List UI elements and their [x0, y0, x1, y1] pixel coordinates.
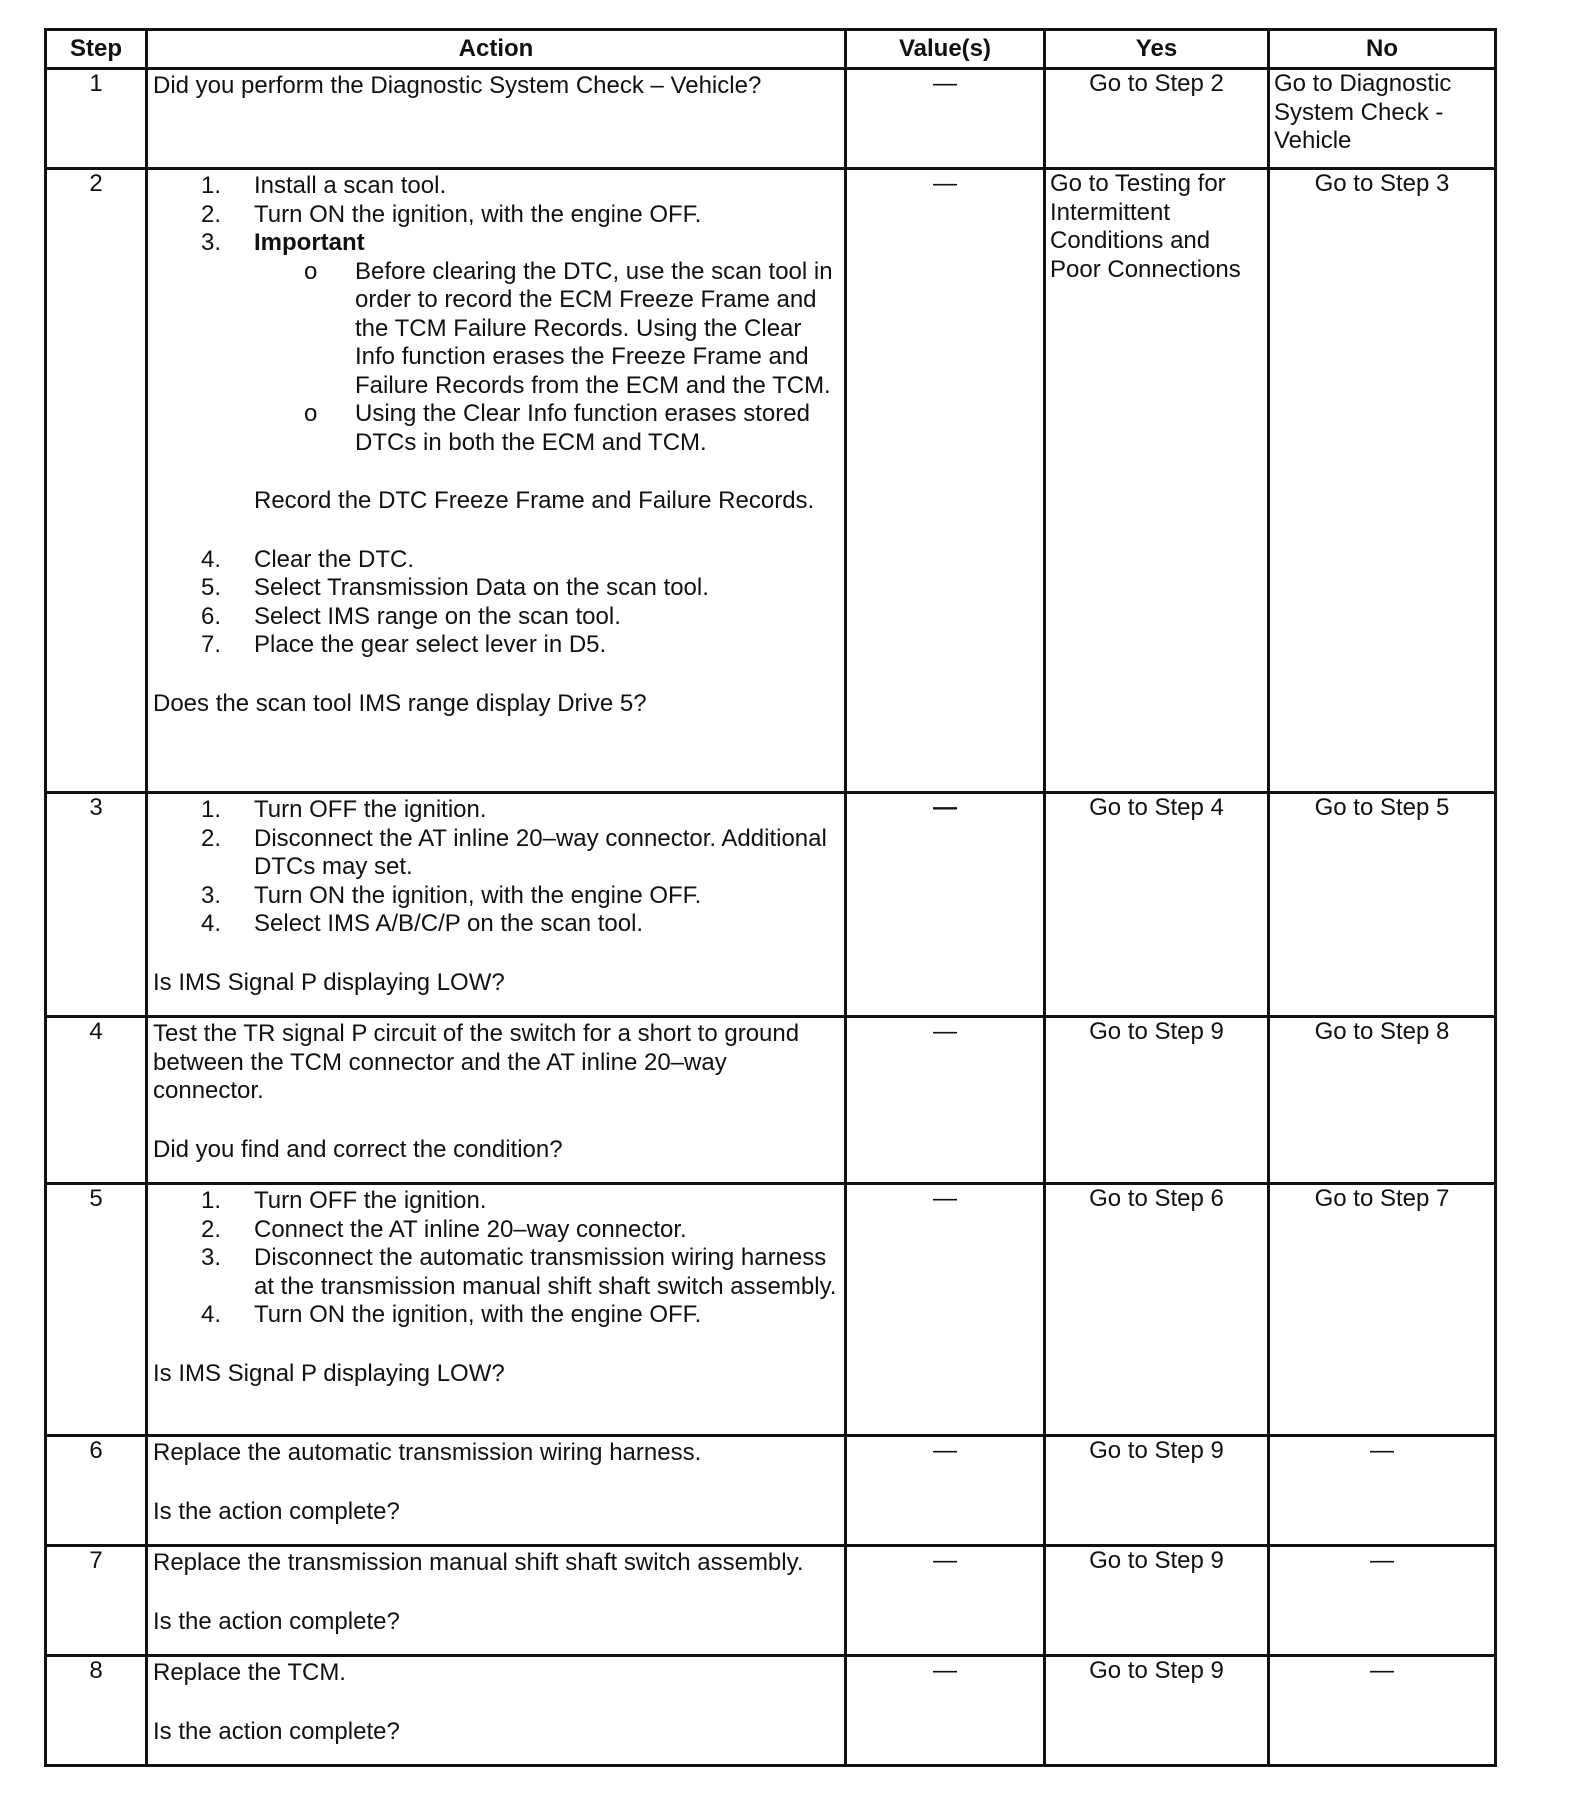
list-item: 4. Select IMS A/B/C/P on the scan tool.	[201, 910, 644, 937]
action-cell	[147, 69, 846, 169]
no-text: Go to Step 5	[1314, 794, 1450, 821]
question-text: Did you find and correct the condition?	[153, 1135, 563, 1163]
list-item: 1. Turn OFF the ignition.	[201, 796, 487, 823]
step-number: 7	[46, 1546, 147, 1656]
action-cell	[147, 1656, 846, 1766]
step-number: 6	[46, 1436, 147, 1546]
value-cell: —	[846, 169, 1045, 793]
list-item: 1. Install a scan tool.	[201, 172, 447, 199]
note-text: Record the DTC Freeze Frame and Failure Records.	[254, 487, 815, 514]
list-item: 5. Select Transmission Data on the scan tool.	[201, 574, 709, 601]
value-cell: —	[846, 1436, 1045, 1546]
yes-cell	[1045, 1184, 1269, 1436]
step-number: 4	[46, 1017, 147, 1184]
yes-text: Go to Step 2	[1089, 70, 1224, 97]
no-cell	[1269, 1184, 1496, 1436]
yes-cell	[1045, 793, 1269, 1017]
yes-text: Go to Testing for Intermittent Conditions and Poor Connections	[1050, 170, 1241, 283]
yes-text: Go to Step 6	[1089, 1185, 1224, 1212]
yes-cell	[1045, 69, 1269, 169]
action-cell	[147, 1436, 846, 1546]
yes-cell	[1045, 1017, 1269, 1184]
no-cell	[1269, 1017, 1496, 1184]
step-list	[153, 796, 840, 939]
question-text: Is IMS Signal P displaying LOW?	[153, 1359, 505, 1387]
question-text: Is the action complete?	[153, 1607, 400, 1635]
table-row	[46, 1656, 1496, 1766]
question-text: Does the scan tool IMS range display Drive 5?	[153, 689, 647, 717]
list-item: 2. Turn ON the ignition, with the engine OFF.	[201, 200, 702, 228]
list-item: 7. Place the gear select lever in D5.	[201, 631, 607, 658]
list-item: 6. Select IMS range on the scan tool.	[201, 602, 621, 630]
value-cell: —	[846, 793, 1045, 1017]
step-number: 8	[46, 1656, 147, 1766]
yes-cell	[1045, 169, 1269, 793]
list-item: 4. Turn ON the ignition, with the engine OFF.	[201, 1301, 702, 1328]
table-row	[46, 1184, 1496, 1436]
yes-text: Go to Step 4	[1089, 794, 1224, 821]
step-list	[153, 1187, 840, 1330]
step-list	[153, 172, 840, 457]
yes-cell	[1045, 1436, 1269, 1546]
step-number: 3	[46, 793, 147, 1017]
yes-cell	[1045, 1656, 1269, 1766]
value-cell: —	[846, 69, 1045, 169]
value-cell: —	[846, 1017, 1045, 1184]
value-cell: —	[846, 1656, 1045, 1766]
no-text: Go to Step 7	[1314, 1185, 1450, 1212]
no-cell	[1269, 69, 1496, 169]
step-number: 1	[46, 69, 147, 169]
no-cell: —	[1269, 1656, 1496, 1766]
action-cell	[147, 793, 846, 1017]
bullet-list	[254, 258, 840, 458]
step-list	[153, 546, 840, 660]
no-text: Go to Step 3	[1314, 170, 1450, 197]
value-cell: —	[846, 1546, 1045, 1656]
table-row	[46, 1017, 1496, 1184]
yes-text: Go to Step 9	[1089, 1547, 1224, 1574]
action-text: Did you perform the Diagnostic System Check – Vehicle?	[153, 72, 762, 99]
bullet-icon: o	[304, 400, 318, 427]
no-cell: —	[1269, 1436, 1496, 1546]
no-text: Go to Step 8	[1314, 1018, 1450, 1045]
table-row	[46, 69, 1496, 169]
list-item: 2. Connect the AT inline 20–way connector.	[201, 1215, 687, 1243]
bullet-item: o Before clearing the DTC, use the scan tool in order to record the ECM Freeze Frame and the TCM Failure Records. Using the Clear Info function erases the Freeze Frame and Failure Records from the ECM and the TCM.	[304, 257, 833, 399]
question-text: Is IMS Signal P displaying LOW?	[153, 968, 505, 996]
step-number: 5	[46, 1184, 147, 1436]
header-step: Step	[46, 30, 147, 69]
action-cell	[147, 1184, 846, 1436]
list-item: 1. Turn OFF the ignition.	[201, 1187, 487, 1214]
action-text: Replace the transmission manual shift shaft switch assembly.	[153, 1549, 804, 1576]
list-item: 3. Turn ON the ignition, with the engine OFF.	[201, 881, 702, 909]
table-row	[46, 1546, 1496, 1656]
list-item: 4. Clear the DTC.	[201, 545, 415, 573]
no-cell: —	[1269, 1546, 1496, 1656]
table-row	[46, 169, 1496, 793]
no-cell	[1269, 793, 1496, 1017]
action-text: Replace the TCM.	[153, 1659, 346, 1686]
list-item: 3. Important o Before clearing the DTC, use the scan tool in order to record the ECM Freeze Frame and the TCM Failure Records. Using the Clear Info function erases the Freeze Frame and Failure Records from the ECM and the TCM. o Using the Clear Info function erases stored DTCs in both the ECM and TCM.	[153, 229, 840, 457]
yes-text: Go to Step 9	[1089, 1437, 1224, 1464]
action-cell	[147, 1017, 846, 1184]
header-values: Value(s)	[846, 30, 1045, 69]
action-cell	[147, 169, 846, 793]
bullet-item: o Using the Clear Info function erases stored DTCs in both the ECM and TCM.	[304, 400, 810, 456]
action-cell	[147, 1546, 846, 1656]
header-yes: Yes	[1045, 30, 1269, 69]
table-row	[46, 1436, 1496, 1546]
yes-text: Go to Step 9	[1089, 1018, 1224, 1045]
value-cell: —	[846, 1184, 1045, 1436]
no-text: Go to Diagnostic System Check - Vehicle	[1274, 70, 1452, 154]
important-label: Important	[254, 229, 365, 256]
header-action: Action	[147, 30, 846, 69]
action-text: Replace the automatic transmission wiring harness.	[153, 1439, 702, 1466]
header-no: No	[1269, 30, 1496, 69]
no-cell	[1269, 169, 1496, 793]
yes-cell	[1045, 1546, 1269, 1656]
yes-text: Go to Step 9	[1089, 1657, 1224, 1684]
list-item: 2. Disconnect the AT inline 20–way connector. Additional DTCs may set.	[201, 824, 827, 880]
diagnostic-table	[44, 28, 1497, 1767]
list-item: 3. Disconnect the automatic transmission wiring harness at the transmission manual shift shaft switch assembly.	[201, 1244, 837, 1300]
question-text: Is the action complete?	[153, 1717, 400, 1745]
question-text: Is the action complete?	[153, 1497, 400, 1525]
step-number: 2	[46, 169, 147, 793]
bullet-icon: o	[304, 257, 318, 285]
action-text: Test the TR signal P circuit of the switch for a short to ground between the TCM connector and the AT inline 20–way connector.	[153, 1020, 800, 1104]
table-row	[46, 793, 1496, 1017]
header-row	[46, 30, 1496, 69]
